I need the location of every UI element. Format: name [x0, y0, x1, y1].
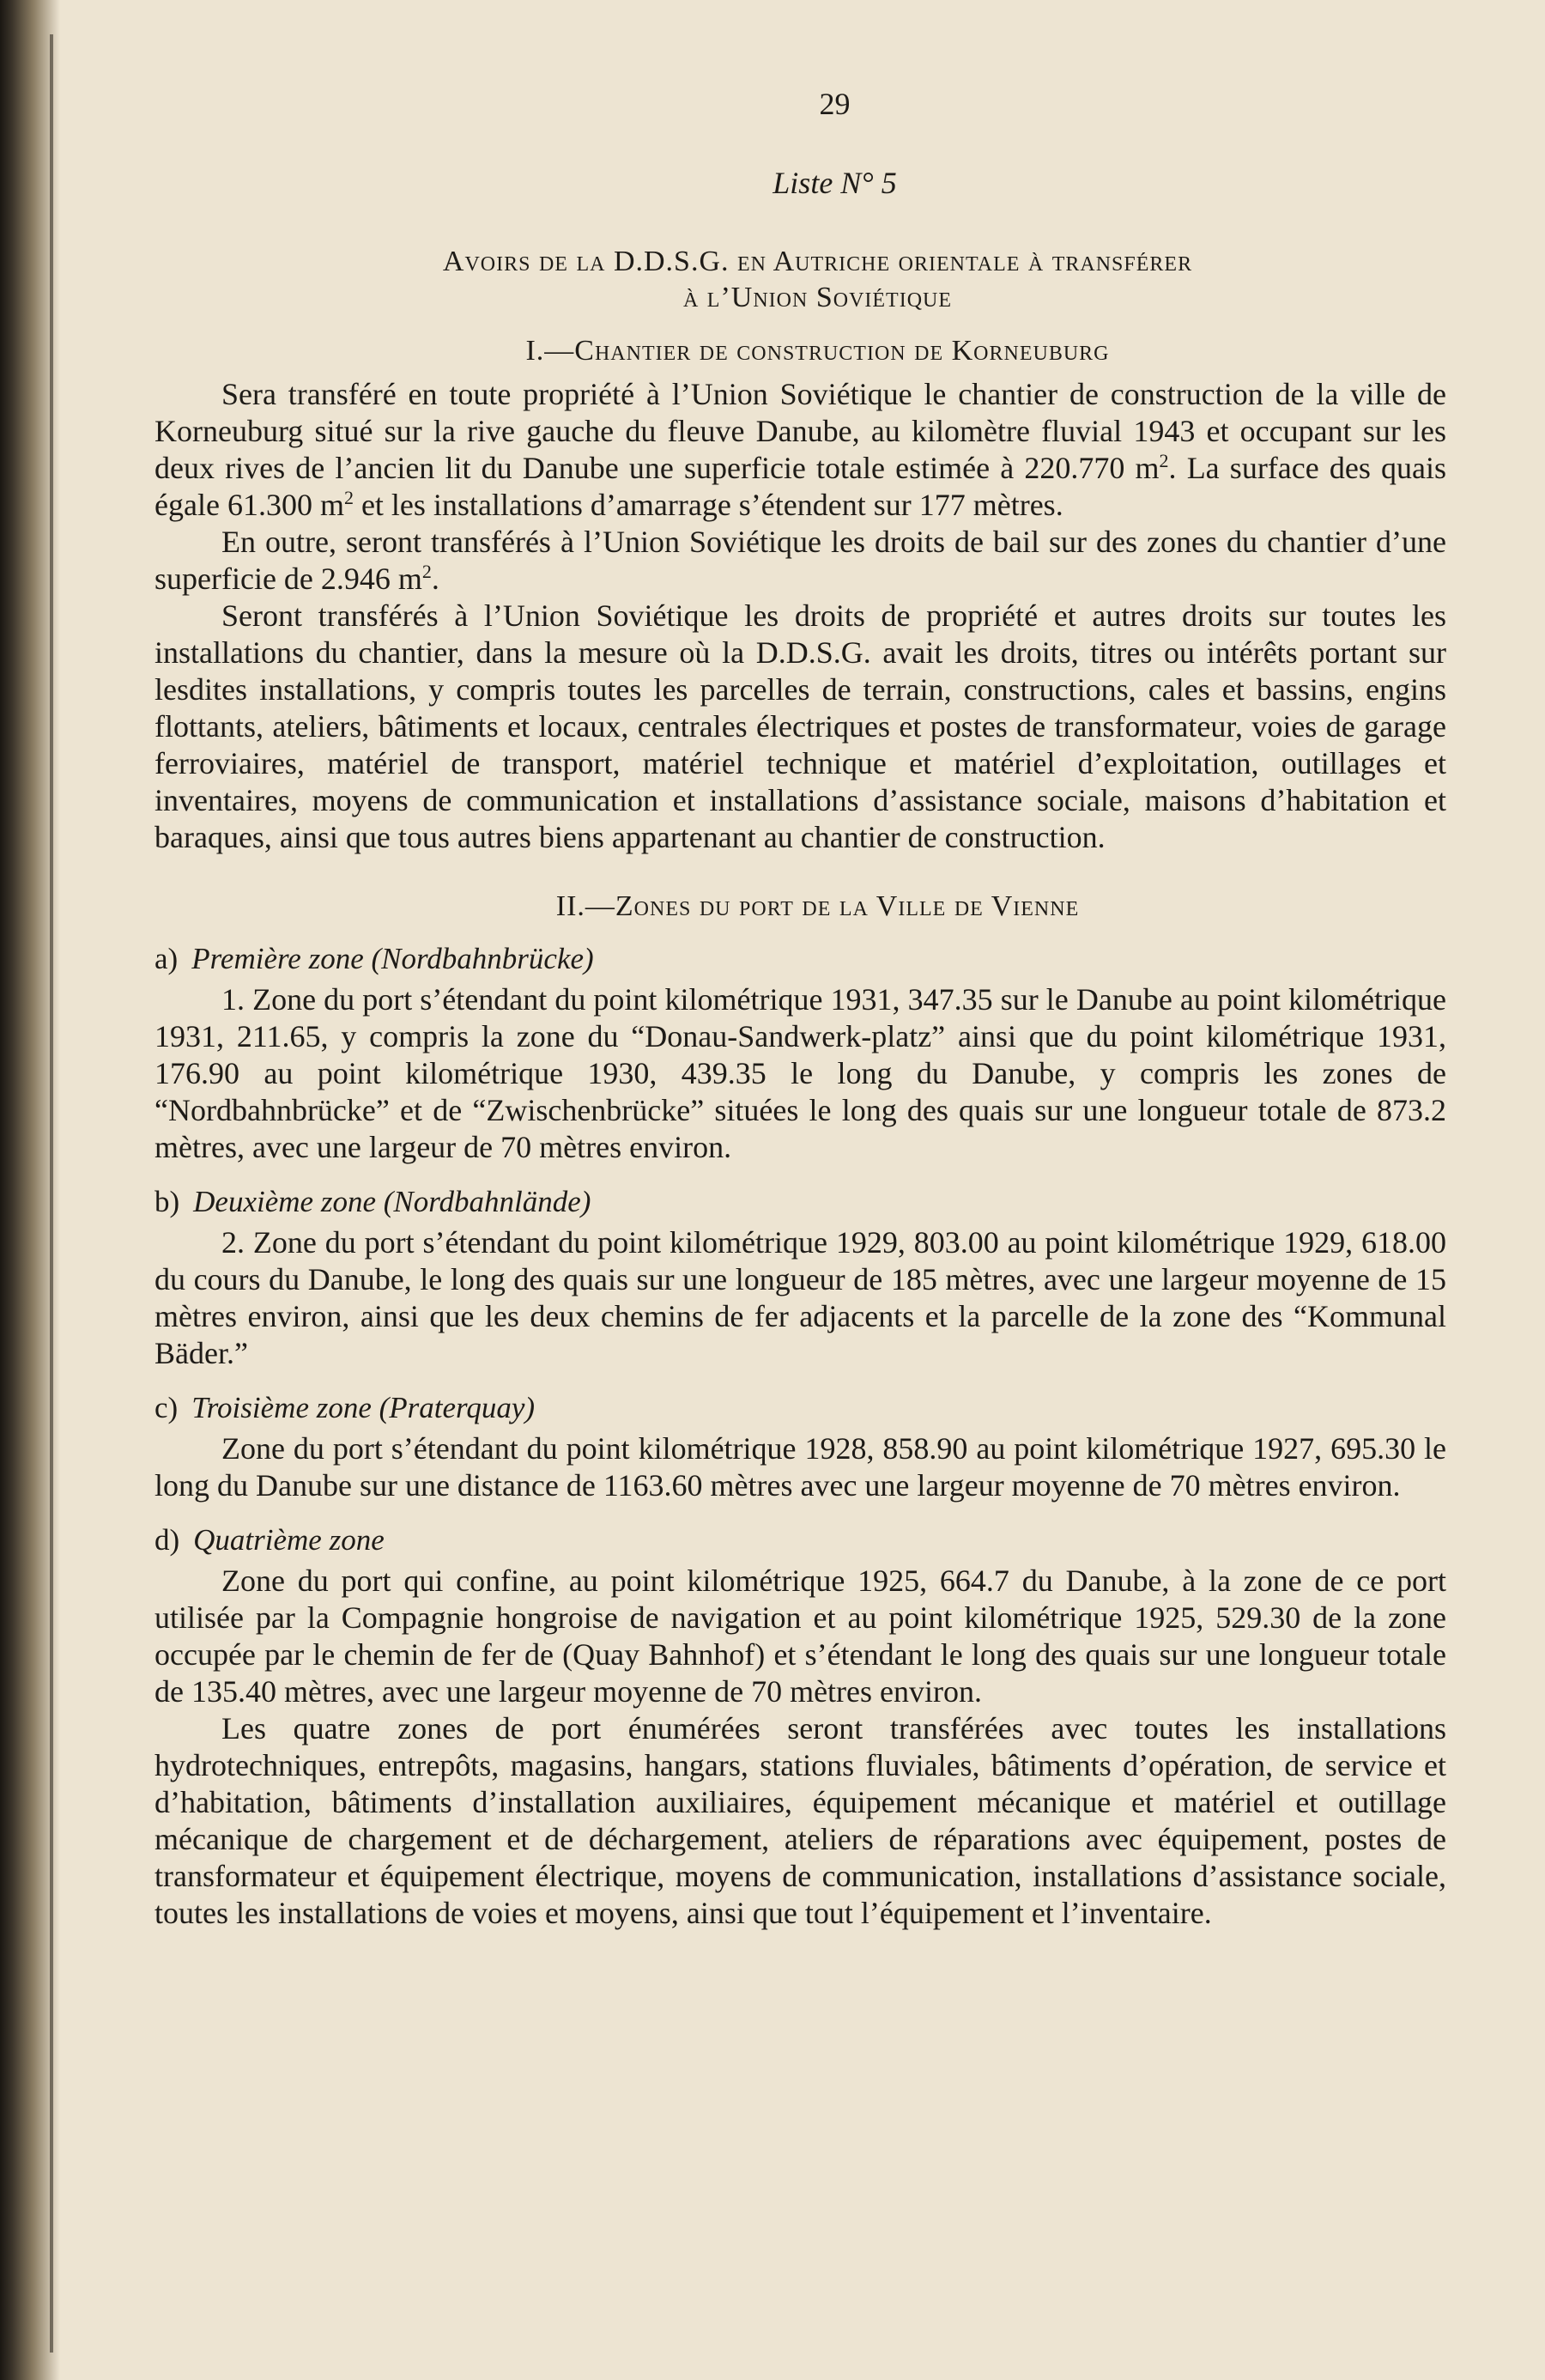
page-edge-line [50, 34, 53, 2353]
zone-b-text: 2. Zone du port s’étendant du point kilométrique 1929, 803.00 au point kilométrique 1929, 618.00 du cours du Danube, le long des quais sur une longueur de 185 mètres, avec une largeur moyenne de 15 mètres environ, ainsi que les deux chemins de fer adjacents et la parcelle de la zone des “Kommunal Bäder.” [154, 1225, 1446, 1370]
list-title: Liste N° 5 [772, 166, 897, 200]
section-2-title: II.—Zones du port de la Ville de Vienne [555, 890, 1080, 922]
zone-a-title: a) Première zone (Nordbahnbrücke) [154, 942, 594, 975]
page-content [154, 86, 1446, 1932]
page-number: 29 [819, 87, 851, 121]
zone-c-text: Zone du port s’étendant du point kilométrique 1928, 858.90 au point kilométrique 1927, 695.30 le long du Danube sur une distance de 1163.60 mètres avec une largeur moyenne de 70 mètres environ. [154, 1431, 1446, 1503]
section-1-paragraph-3: Seront transférés à l’Union Soviétique les droits de propriété et autres droits sur toutes les installations du chantier, dans la mesure où la D.D.S.G. avait les droits, titres ou intérêts portant sur lesdites installations, y compris toutes les parcelles de terrain, constructions, cales et bassins, engins flottants, ateliers, bâtiments et locaux, centrales électriques et postes de transformateur, voies de garage ferroviaires, matériel de transport, matériel technique et matériel d’exploitation, outillages et inventaires, moyens de communication et installations d’assistance sociale, maisons d’habitation et baraques, ainsi que tous autres biens appartenant au chantier de construction. [154, 598, 1446, 854]
document-heading-line-1: Avoirs de la D.D.S.G. en Autriche orientale à transférer [442, 246, 1193, 277]
zone-d-title: d) Quatrième zone [154, 1523, 385, 1557]
section-1-title: I.—Chantier de construction de Korneuburg [525, 335, 1110, 367]
zone-c-title: c) Troisième zone (Praterquay) [154, 1391, 536, 1424]
zone-a-text: 1. Zone du port s’étendant du point kilométrique 1931, 347.35 sur le Danube au point kilométrique 1931, 211.65, y compris la zone du “Donau-Sandwerk-platz” ainsi que du point kilométrique 1931, 176.90 au point kilométrique 1930, 439.35 le long du Danube, y compris les zones de “Nordbahnbrücke” et de “Zwischenbrücke” situées le long des quais sur une longueur totale de 873.2 mètres, avec une largeur de 70 mètres environ. [154, 982, 1446, 1164]
closing-paragraph: Les quatre zones de port énumérées seront transférées avec toutes les installations hydrotechniques, entrepôts, magasins, hangars, stations fluviales, bâtiments d’opération, de service et d’habitation, bâtiments d’installation auxiliaires, équipement mécanique et matériel et outillage mécanique de chargement et de déchargement, ateliers de réparations avec équipement, postes de transformateur et équipement électrique, moyens de communication, installations d’assistance sociale, toutes les installations de voies et moyens, ainsi que tout l’équipement et l’inventaire. [154, 1711, 1446, 1930]
zone-d-text: Zone du port qui confine, au point kilométrique 1925, 664.7 du Danube, à la zone de ce port utilisée par la Compagnie hongroise de navigation et au point kilométrique 1925, 529.30 de la zone occupée par le chemin de fer de (Quay Bahnhof) et s’étendant le long des quais sur une longueur totale de 135.40 mètres, avec une largeur moyenne de 70 mètres environ. [154, 1563, 1446, 1709]
zone-b-title: b) Deuxième zone (Nordbahnlände) [154, 1185, 591, 1218]
section-1-paragraph-1: Sera transféré en toute propriété à l’Union Soviétique le chantier de construction de la ville de Korneuburg situé sur la rive gauche du fleuve Danube, au kilomètre fluvial 1943 et occupant sur les deux rives de l’ancien lit du Danube une superficie totale estimée à 220.770 $m^2$. La surface des quais égale 61.300 $m^2$ et les installations d’amarrage s’étendent sur 177 mètres. [154, 377, 1447, 522]
document-heading-line-2: à l’Union Soviétique [682, 282, 953, 313]
section-1-paragraph-2: En outre, seront transférés à l’Union Soviétique les droits de bail sur des zones du chantier d’une superficie de 2.946 $m^2$. [154, 525, 1446, 596]
